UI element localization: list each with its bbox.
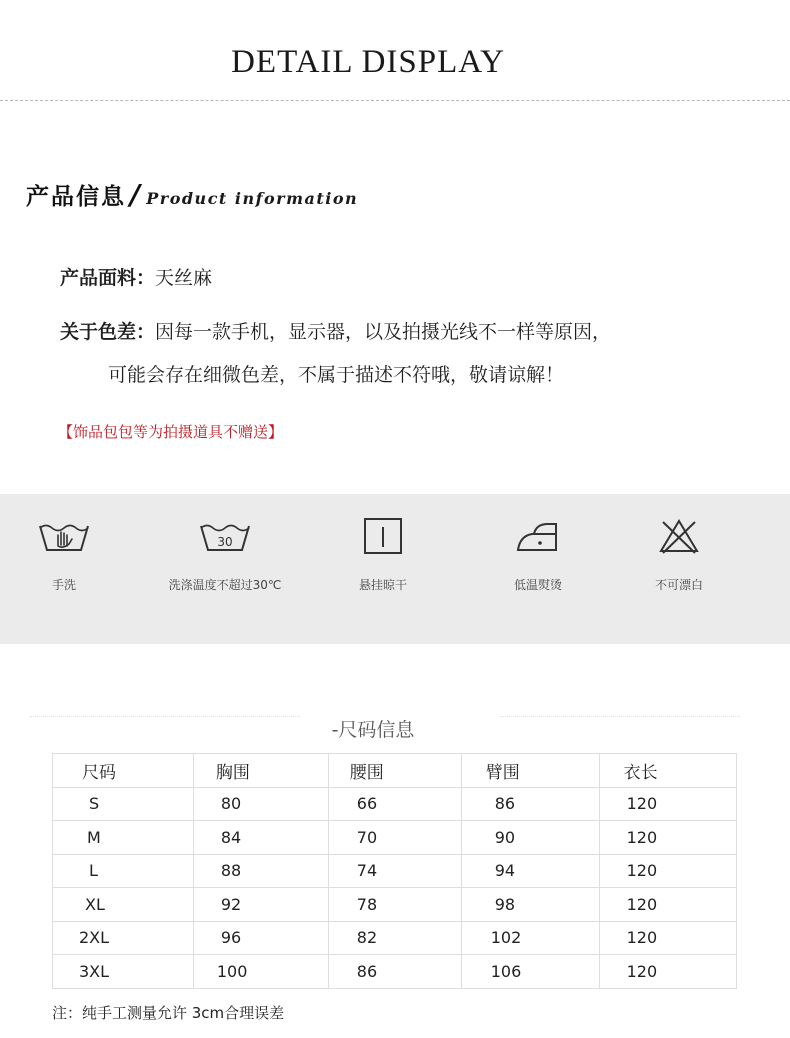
wash-temp-text: 30 xyxy=(217,535,233,549)
size-footnote: 注：纯手工测量允许 3cm合理误差 xyxy=(52,1004,285,1022)
low-iron-icon xyxy=(510,516,566,556)
header-waist: 腰围 xyxy=(328,754,461,788)
cell-size: L xyxy=(53,854,194,888)
cell-size: M xyxy=(53,821,194,855)
hang-dry-icon xyxy=(355,516,411,556)
cell-waist: 74 xyxy=(328,854,461,888)
care-item-wash-30 xyxy=(150,516,300,593)
cell-arm: 98 xyxy=(461,888,599,922)
care-label-no-bleach: 不可漂白 xyxy=(654,578,703,592)
fabric-label: 产品面料： xyxy=(60,267,156,289)
title-divider xyxy=(0,100,790,101)
cell-length: 120 xyxy=(599,955,736,989)
cell-length: 120 xyxy=(599,921,736,955)
cell-waist: 66 xyxy=(328,787,461,821)
cell-length: 120 xyxy=(599,888,736,922)
cell-waist: 70 xyxy=(328,821,461,855)
care-item-hand-wash xyxy=(0,516,139,593)
header-length: 衣长 xyxy=(599,754,736,788)
table-row xyxy=(53,854,737,888)
table-row xyxy=(53,921,737,955)
table-row xyxy=(53,955,737,989)
table-row xyxy=(53,888,737,922)
cell-chest: 84 xyxy=(193,821,328,855)
table-row xyxy=(53,787,737,821)
header-chest: 胸围 xyxy=(193,754,328,788)
color-difference-line xyxy=(60,317,611,344)
cell-size: XL xyxy=(53,888,194,922)
hand-wash-icon xyxy=(36,516,92,556)
care-label-low-iron: 低温熨烫 xyxy=(513,578,562,592)
cell-arm: 94 xyxy=(461,854,599,888)
props-note: 【饰品包包等为拍摄道具不赠送】 xyxy=(58,423,284,441)
cell-chest: 100 xyxy=(193,955,328,989)
product-info-heading-separator: / xyxy=(130,178,141,211)
care-item-hang-dry xyxy=(308,516,458,593)
care-label-wash-temp: 洗涤温度不超过30℃ xyxy=(168,578,282,592)
fabric-line xyxy=(60,263,212,290)
cell-size: S xyxy=(53,787,194,821)
cell-chest: 92 xyxy=(193,888,328,922)
cell-arm: 86 xyxy=(461,787,599,821)
cell-arm: 90 xyxy=(461,821,599,855)
care-item-no-bleach xyxy=(604,516,754,593)
header-size: 尺码 xyxy=(53,754,194,788)
cell-waist: 82 xyxy=(328,921,461,955)
cell-size: 2XL xyxy=(53,921,194,955)
product-info-heading-cn: 产品信息 xyxy=(26,184,126,210)
wash-30-icon xyxy=(197,516,253,556)
care-item-low-iron xyxy=(463,516,613,593)
cell-chest: 80 xyxy=(193,787,328,821)
size-section-title: -尺码信息 xyxy=(331,719,415,741)
cell-chest: 96 xyxy=(193,921,328,955)
size-table xyxy=(52,753,737,989)
care-label-hang-dry: 悬挂晾干 xyxy=(358,578,407,592)
color-difference-text-2: 可能会存在细微色差，不属于描述不符哦，敬请谅解！ xyxy=(108,364,565,386)
size-table-header-row xyxy=(53,754,737,788)
fabric-value: 天丝麻 xyxy=(155,267,213,289)
cell-waist: 78 xyxy=(328,888,461,922)
cell-chest: 88 xyxy=(193,854,328,888)
product-info-heading xyxy=(26,178,358,211)
color-difference-label: 关于色差： xyxy=(60,321,156,343)
cell-length: 120 xyxy=(599,787,736,821)
care-instructions-panel xyxy=(0,494,790,644)
cell-arm: 102 xyxy=(461,921,599,955)
color-difference-text-1: 因每一款手机，显示器，以及拍摄光线不一样等原因， xyxy=(155,321,612,343)
cell-waist: 86 xyxy=(328,955,461,989)
product-info-heading-en: Product information xyxy=(146,189,359,208)
care-label-hand-wash: 手洗 xyxy=(51,578,76,592)
table-row xyxy=(53,821,737,855)
cell-size: 3XL xyxy=(53,955,194,989)
cell-arm: 106 xyxy=(461,955,599,989)
cell-length: 120 xyxy=(599,854,736,888)
cell-length: 120 xyxy=(599,821,736,855)
no-bleach-icon xyxy=(651,516,707,556)
header-arm: 臂围 xyxy=(461,754,599,788)
page-title: DETAIL DISPLAY xyxy=(231,44,505,80)
